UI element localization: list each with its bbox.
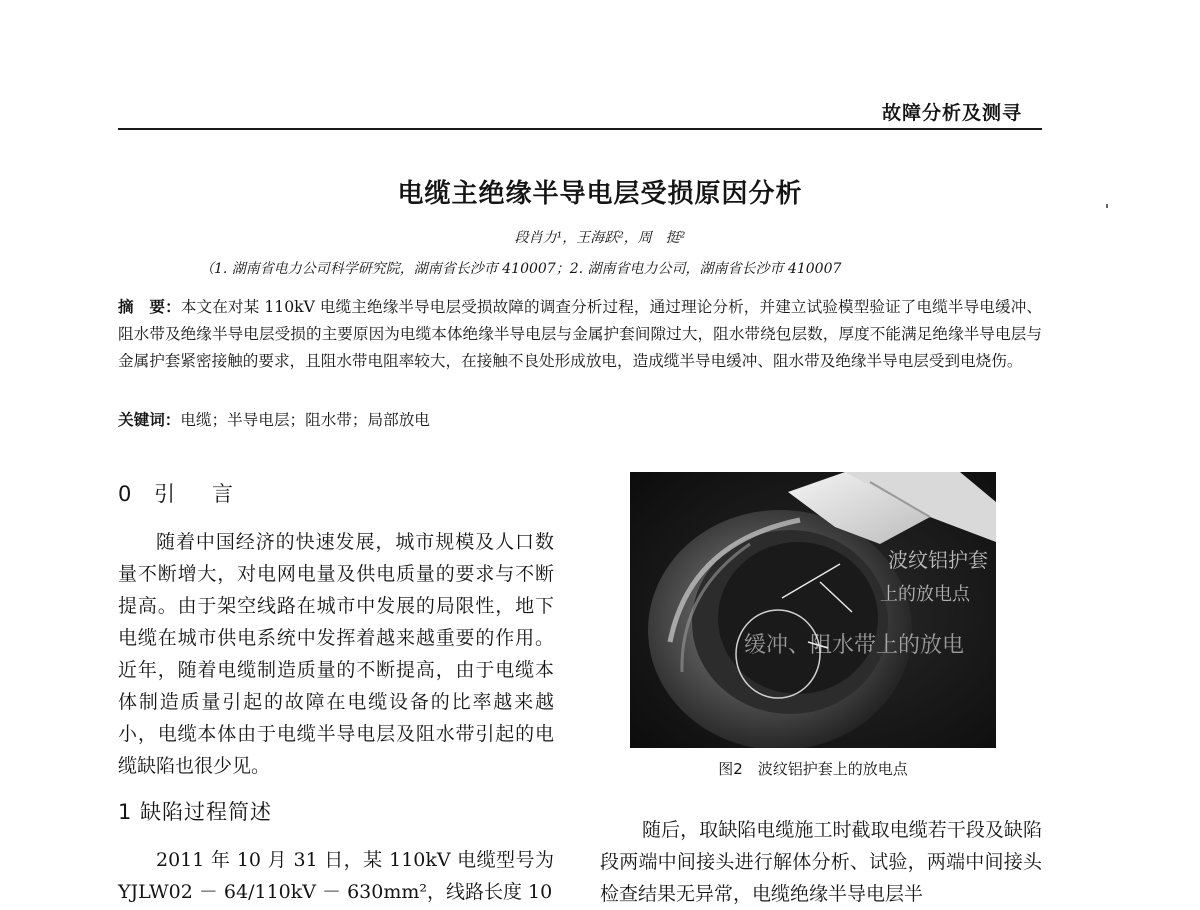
- overlay-label-buffer-discharge: 缓冲、阻水带上的放电: [744, 633, 965, 658]
- header-rule: [118, 128, 1042, 130]
- overlay-label-discharge-point: 上的放电点: [880, 584, 970, 605]
- defect-heading: 1 缺陷过程简述: [118, 800, 273, 824]
- right-paragraph: 随后，取缺陷电缆施工时截取电缆若干段及缺陷段两端中间接头进行解体分析、试验，两端中间接头检查结果无异常，电缆绝缘半导电层半: [600, 819, 1042, 905]
- affiliation-line: （1. 湖南省电力公司科学研究院，湖南省长沙市 410007；2. 湖南省电力公司，湖南省长沙市 410007: [200, 261, 842, 277]
- right-column: [600, 814, 1042, 910]
- left-column: [118, 478, 554, 908]
- abstract-label: 摘 要：: [118, 298, 181, 316]
- article-title: 电缆主绝缘半导电层受损原因分析: [397, 179, 803, 209]
- figure-caption: 图2 波纹铝护套上的放电点: [718, 760, 908, 778]
- abstract-text: 本文在对某 110kV 电缆主绝缘半导电层受损故障的调查分析过程，通过理论分析，并建立试验模型验证了电缆半导电缓冲、阻水带及绝缘半导电层受损的主要原因为电缆本体绝缘半导电层与金属护套间隙过大，阻水带绕包层数，厚度不能满足绝缘半导电层与金属护套紧密接触的要求，且阻水带电阻率较大，在接触不良处形成放电，造成缆半导电缓冲、阻水带及绝缘半导电层受到电烧伤。: [118, 298, 1042, 370]
- scan-mark: [1106, 204, 1108, 208]
- intro-heading: 0 引 言: [118, 482, 242, 506]
- running-head: 故障分析及测寻: [881, 102, 1022, 124]
- abstract: [118, 294, 1042, 375]
- keywords-label: 关键词：: [118, 411, 181, 429]
- figure-photo: [630, 472, 996, 748]
- author-line: 段肖力¹，王海跃²，周 挺²: [514, 230, 686, 246]
- defect-paragraph: 2011 年 10 月 31 日，某 110kV 电缆型号为 YJLW02 － 64/110kV － 630mm²，线路长度 10: [118, 849, 554, 903]
- cable-photo-illustration: [630, 472, 996, 748]
- overlay-label-aluminum-sheath: 波纹铝护套: [888, 548, 988, 572]
- intro-paragraph: 随着中国经济的快速发展，城市规模及人口数量不断增大，对电网电量及供电质量的要求与不断提高。由于架空线路在城市中发展的局限性，地下电缆在城市供电系统中发挥着越来越重要的作用。近年，随着电缆制造质量的不断提高，由于电缆本体制造质量引起的故障在电缆设备的比率越来越小，电缆本体由于电缆半导电层及阻水带引起的电缆缺陷也很少见。: [118, 531, 554, 777]
- keywords: [118, 408, 430, 430]
- keywords-text: 电缆；半导电层；阻水带；局部放电: [180, 411, 430, 429]
